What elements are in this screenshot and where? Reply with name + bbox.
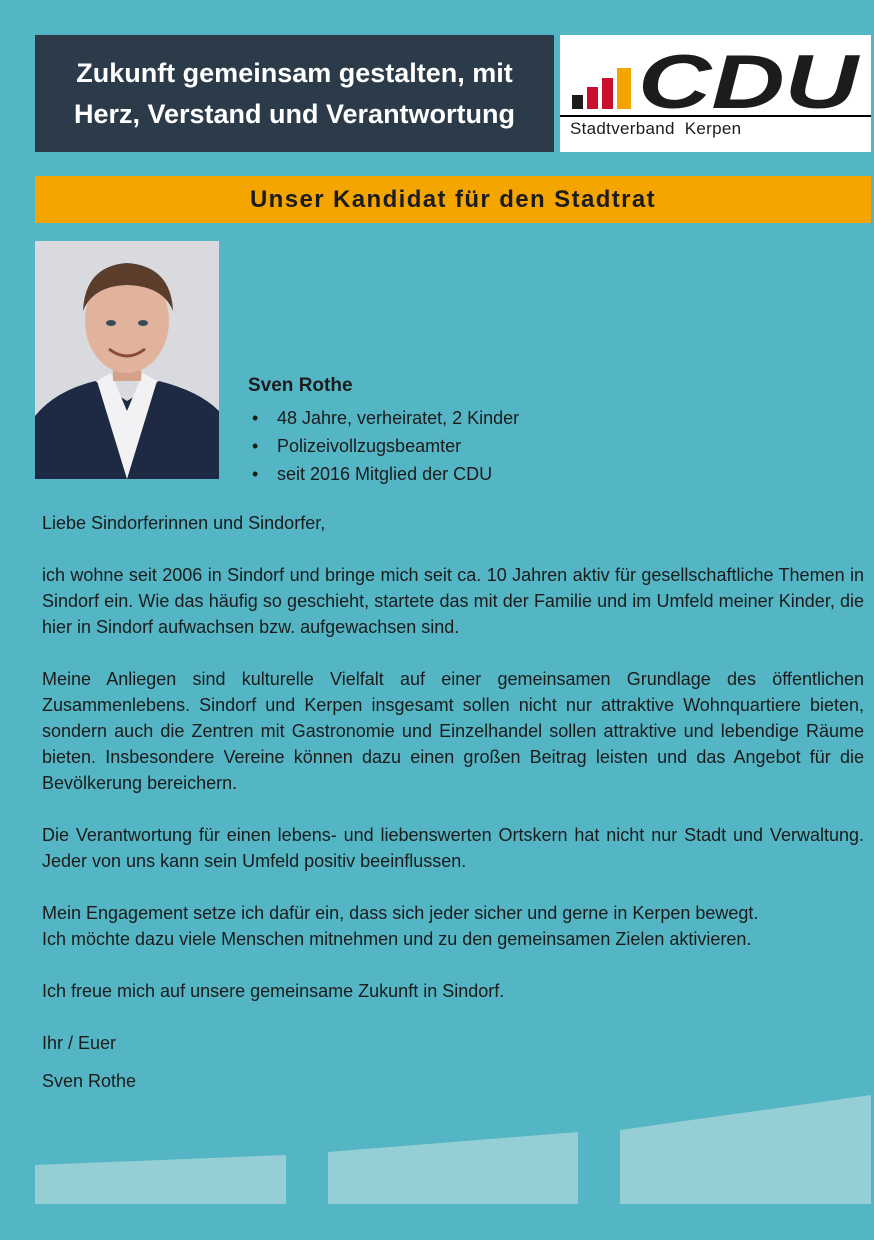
logo-bar-red-1	[587, 87, 598, 109]
cdu-logo	[560, 35, 871, 152]
letter-paragraph-1: ich wohne seit 2006 in Sindorf und bringe mich seit ca. 10 Jahren aktiv für gesellschaftliche Themen in Sindorf ein. Wie das häufig so geschieht, startete das mit der Familie und im Umfeld meiner Kinder, die hier in Sindorf aufwachsen bzw. aufgewachsen sind.	[42, 565, 864, 637]
candidate-photo	[35, 241, 219, 479]
portrait-illustration	[35, 241, 219, 479]
footer-shape-2	[328, 1132, 578, 1204]
logo-bar-red-2	[602, 78, 613, 109]
candidate-name: Sven Rothe	[248, 375, 353, 396]
footer-shape-1	[35, 1155, 286, 1204]
letter-closing: Ihr / Euer	[42, 1033, 117, 1053]
cdu-logo-icon	[568, 45, 863, 113]
fact-item: • seit 2016 Mitglied der CDU	[248, 460, 519, 488]
letter-paragraph-2: Meine Anliegen sind kulturelle Vielfalt auf einer gemeinsamen Grundlage des öffentlichen Zusammenlebens. Sindorf und Kerpen insgesamt sollen nicht nur attraktive Wohnquartiere bieten, sondern auch die Zentren mit Gastronomie und Einzelhandel sollen attraktive und lebendige Räume bieten. Insbesondere Vereine können dazu einen großen Beitrag leisten und das Angebot für die Bevölkerung bereichern.	[42, 669, 864, 793]
fact-item: • Polizeivollzugsbeamter	[248, 432, 519, 460]
letter-paragraph-5: Ich freue mich auf unsere gemeinsame Zukunft in Sindorf.	[42, 981, 505, 1001]
letter-greeting: Liebe Sindorferinnen und Sindorfer,	[42, 513, 326, 533]
footer-shape-3	[620, 1095, 871, 1204]
letter-paragraph-3: Die Verantwortung für einen lebens- und liebenswerten Ortskern hat nicht nur Stadt und Verwaltung. Jeder von uns kann sein Umfeld positiv beeinflussen.	[42, 825, 864, 871]
letter-paragraph-4b: Ich möchte dazu viele Menschen mitnehmen und zu den gemeinsamen Zielen aktivieren.	[42, 929, 752, 949]
logo-divider	[560, 115, 871, 117]
logo-bar-black	[572, 95, 583, 109]
slogan-box	[35, 35, 554, 152]
logo-wordmark: CDU	[638, 45, 861, 113]
slogan-line-2: Herz, Verstand und Verantwortung	[73, 98, 516, 129]
letter-signature: Sven Rothe	[42, 1071, 137, 1091]
slogan-line-1: Zukunft gemeinsam gestalten, mit	[76, 57, 513, 88]
logo-bar-yellow	[617, 68, 631, 109]
banner-title: Unser Kandidat für den Stadtrat	[35, 176, 871, 223]
letter-body	[42, 510, 864, 1094]
logo-subtitle: Stadtverband Kerpen	[570, 119, 742, 138]
fact-item: • 48 Jahre, verheiratet, 2 Kinder	[248, 404, 519, 432]
decorative-footer-shapes	[0, 1090, 874, 1210]
letter-paragraph-4a: Mein Engagement setze ich dafür ein, dass sich jeder sicher und gerne in Kerpen bewegt.	[42, 903, 759, 923]
candidate-facts	[248, 404, 519, 488]
